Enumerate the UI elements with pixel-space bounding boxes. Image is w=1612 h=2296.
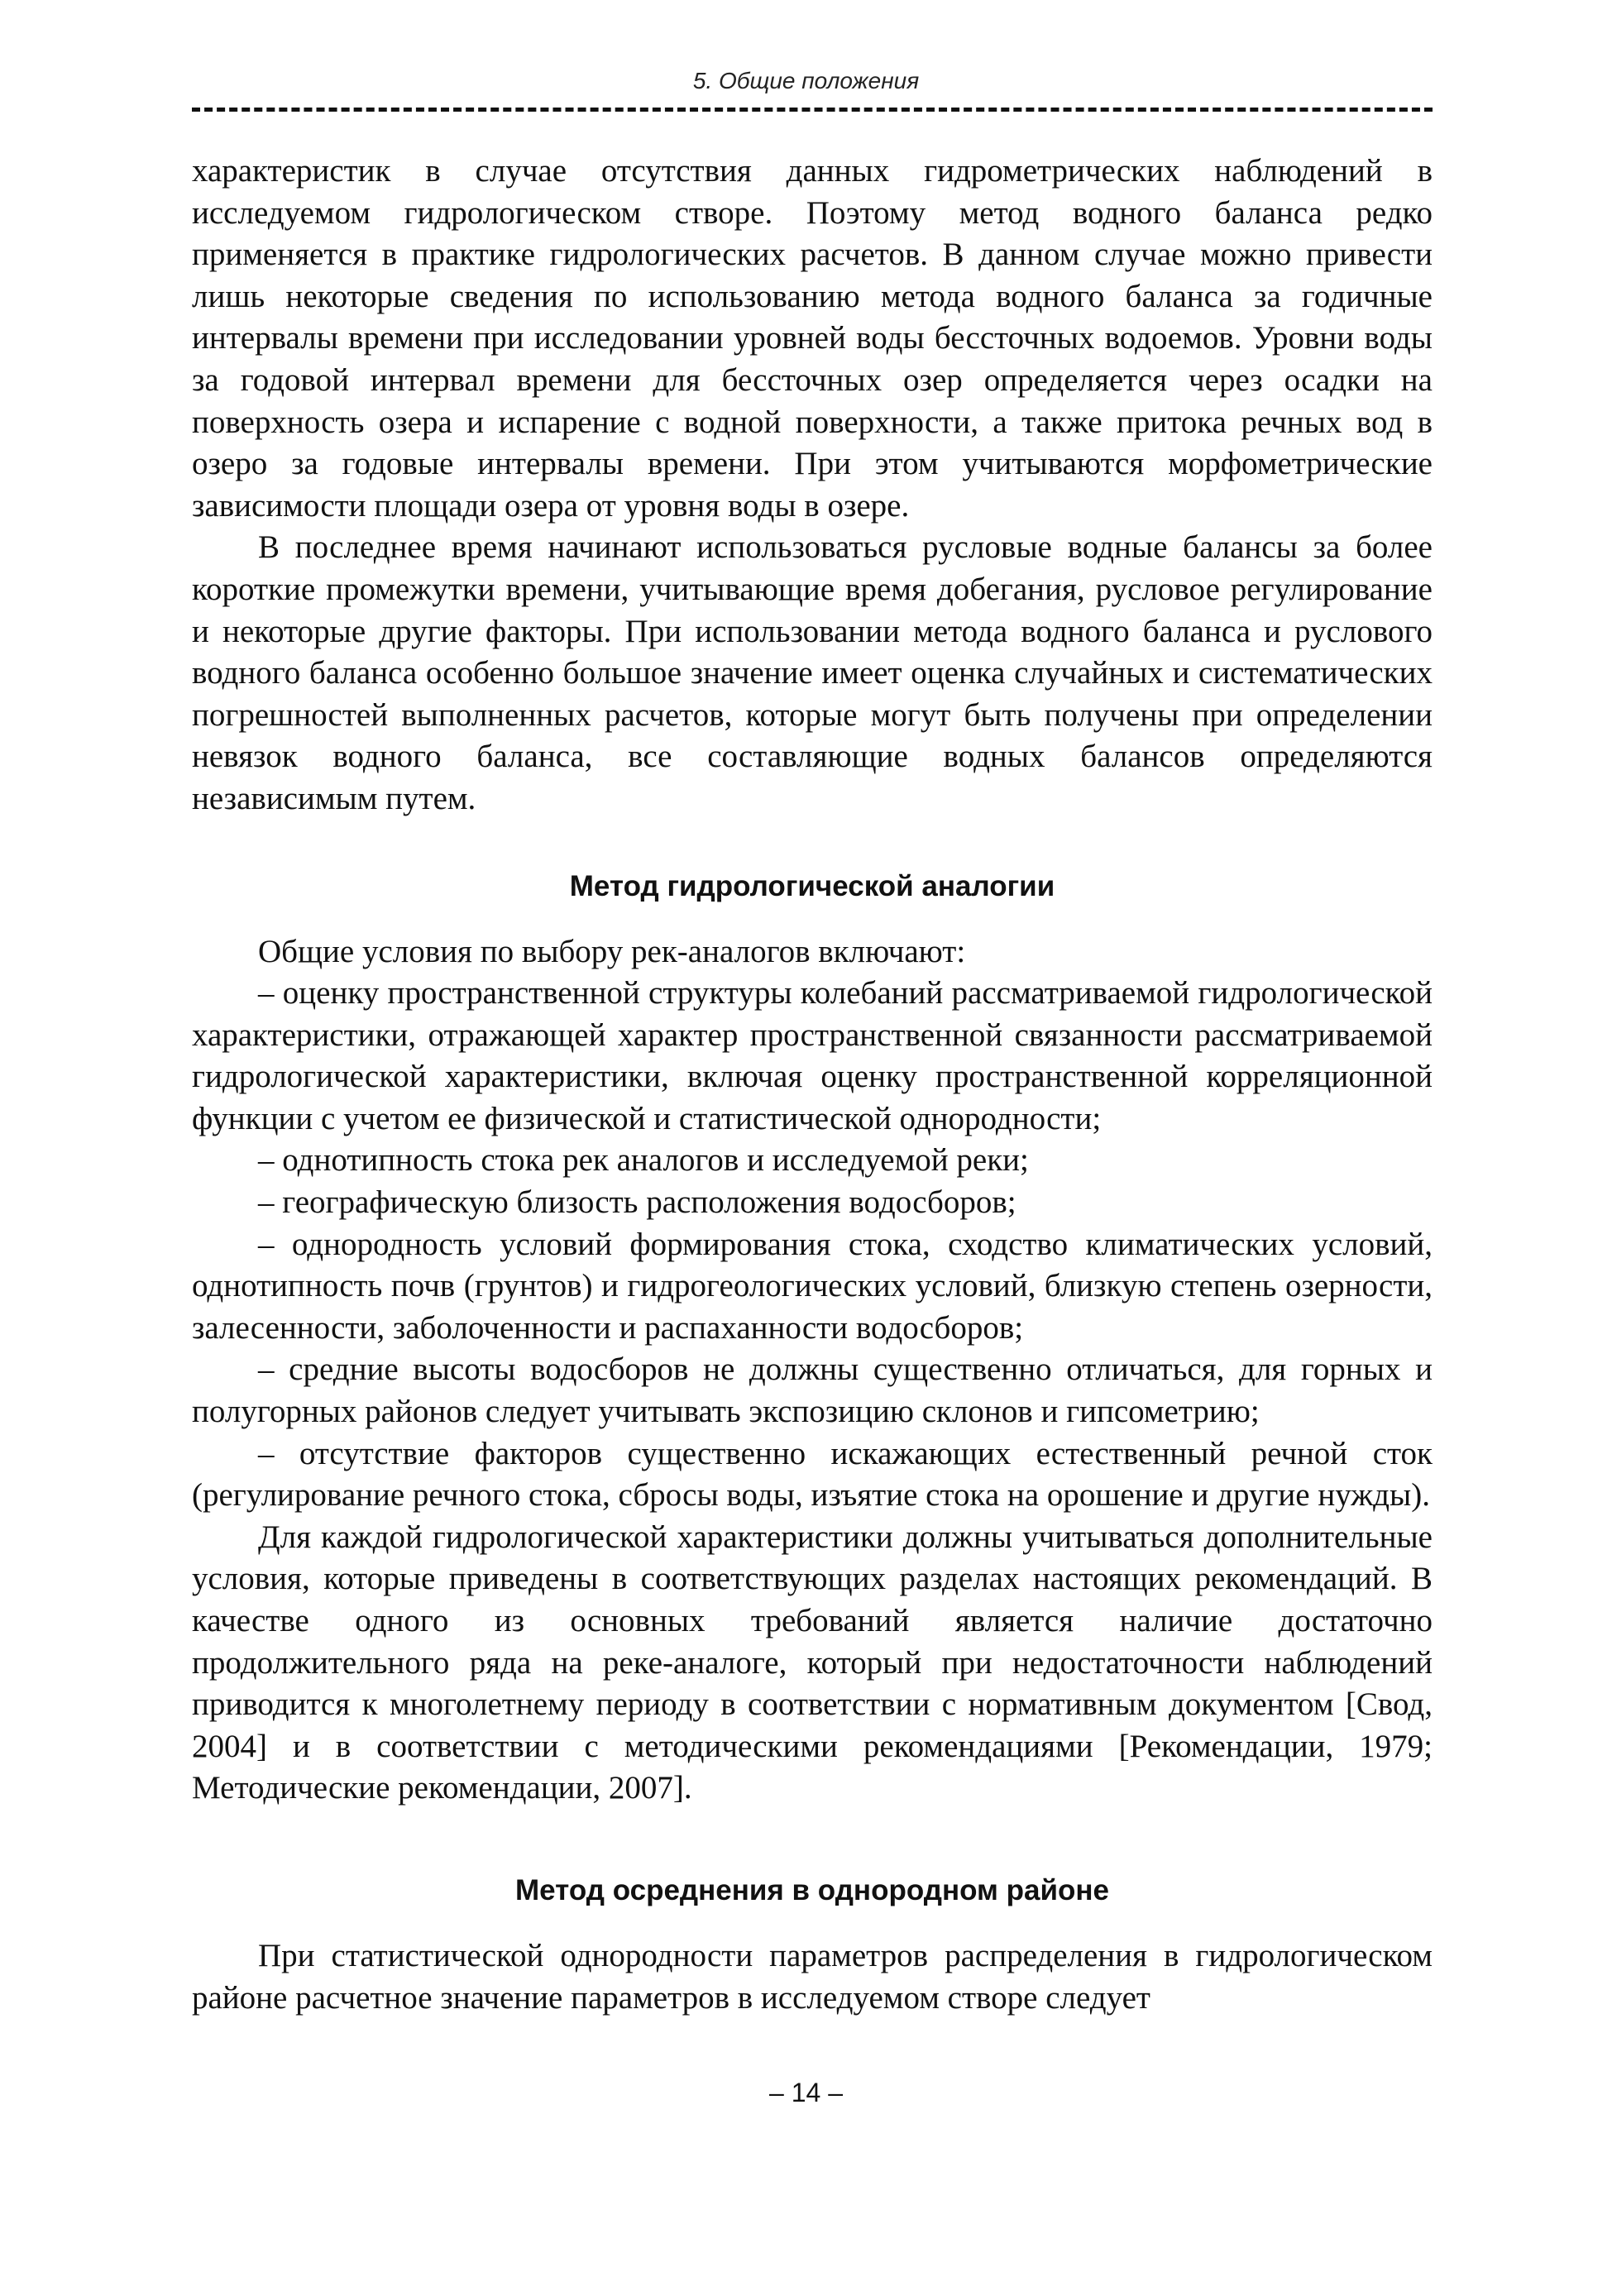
- list-item: – отсутствие факторов существенно искажающих естественный речной сток (регулирование речного стока, сбросы воды, изъятие стока на орошение и другие нужды).: [192, 1435, 1433, 1514]
- list-item: – однотипность стока рек аналогов и исследуемой реки;: [258, 1142, 1029, 1179]
- section-heading-analogy: Метод гидрологической аналогии: [569, 869, 1055, 902]
- paragraph-additional-conditions: Для каждой гидрологической характеристики должны учитываться дополнительные условия, которые приведены в соответствующих разделах настоящих рекомендаций. В качестве одного из основных требований является наличие достаточно продолжительного ряда на реке-аналоге, который при недостаточности наблюдений приводится к многолетнему периоду в соответствии с нормативным документом [Свод, 2004] и в соответствии с методическими рекомендациями [Рекомендации, 1979; Методические рекомендации, 2007].: [192, 1519, 1433, 1806]
- paragraph-analog-conditions-intro: Общие условия по выбору рек-аналогов включают:: [258, 933, 966, 969]
- section-heading-averaging: Метод осреднения в однородном районе: [515, 1873, 1109, 1906]
- page-number: – 14 –: [769, 2078, 843, 2107]
- list-item: – оценку пространственной структуры колебаний рассматриваемой гидрологической характеристики, отражающей характер пространственной связанности рассматриваемой гидрологической характеристики, включая оценку пространственной корреляционной функции с учетом ее физической и статистической однородности;: [192, 975, 1433, 1136]
- header-divider: [192, 108, 1433, 112]
- paragraph-channel-balance: В последнее время начинают использоваться русловые водные балансы за более короткие промежутки времени, учитывающие время добегания, русловое регулирование и некоторые другие факторы. При использовании метода водного баланса и руслового водного баланса особенно большое значение имеет оценка случайных и систематических погрешностей выполненных расчетов, которые могут быть получены при определении невязок водного баланса, все составляющие водных балансов определяются независимым путем.: [192, 529, 1433, 816]
- list-item: – географическую близость расположения водосборов;: [258, 1184, 1016, 1221]
- list-item: – однородность условий формирования стока, сходство климатических условий, однотипность почв (грунтов) и гидрогеологических условий, близкую степень озерности, залесенности, заболоченности и распаханности водосборов;: [192, 1226, 1433, 1346]
- list-item: – средние высоты водосборов не должны существенно отличаться, для горных и полугорных районов следует учитывать экспозицию склонов и гипсометрию;: [192, 1351, 1433, 1430]
- paragraph-statistical-homogeneity: При статистической однородности параметров распределения в гидрологическом районе расчетное значение параметров в исследуемом створе следует: [192, 1937, 1433, 2016]
- page-body: [192, 151, 1433, 2019]
- running-header: 5. Общие положения: [692, 68, 920, 93]
- paragraph-continued: характеристик в случае отсутствия данных гидрометрических наблюдений в исследуемом гидрологическом створе. Поэтому метод водного баланса редко применяется в практике гидрологических расчетов. В данном случае можно привести лишь некоторые сведения по использованию метода водного баланса за годичные интервалы времени при исследовании уровней воды бессточных водоемов. Уровни воды за годовой интервал времени для бессточных озер определяется через осадки на поверхность озера и испарение с водной поверхности, а также притока речных вод в озеро за годовые интервалы времени. При этом учитываются морфометрические зависимости площади озера от уровня воды в озере.: [192, 153, 1433, 524]
